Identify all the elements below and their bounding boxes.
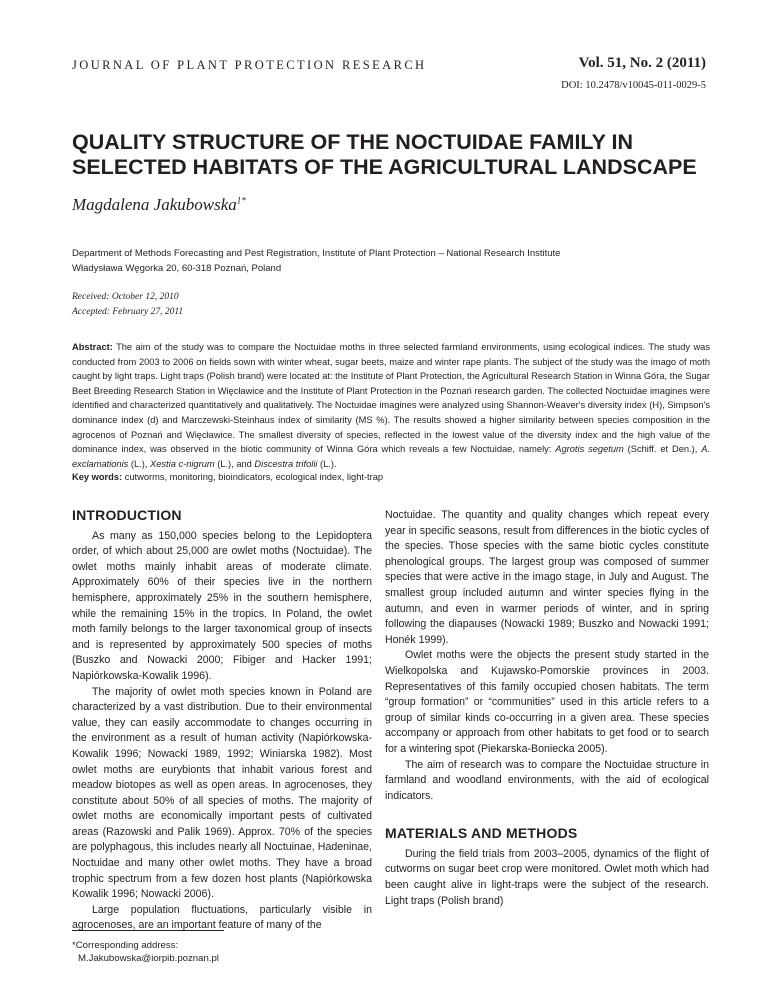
species-name: Xestia c-nigrum (150, 458, 215, 469)
species-name: Discestra trifolii (254, 458, 318, 469)
left-column (72, 508, 372, 934)
paragraph: During the field trials from 2003–2005, dynamics of the flight of cutworms on sugar beet crop were monitored. Owlet moth which had been caught alive in light-traps were the subject of the research. Light traps (Polish brand) (385, 847, 709, 907)
paragraph: As many as 150,000 species belong to the Lepidoptera order, of which about 25,000 are owlet moths (Noctuidae). The owlet moths mainly inhabit areas of moderate climate. Approximately 60% of their species live in the northern hemisphere, approximately 25% in the southern hemisphere, while the remaining 15% in the tropics. In Poland, the owlet moth family belongs to the larger taxonomical group of insects and is represented by approximately 500 species of moths (Buszko and Nowacki 2000; Fibiger and Hacker 1991; Napiórkowska-Kowalik 1996). (72, 529, 372, 682)
keywords-label: Key words: (72, 472, 123, 482)
abstract-text: (L.), (128, 458, 151, 469)
species-name: Agrotis segetum (555, 444, 624, 455)
abstract-text: The aim of the study was to compare the Noctuidae moths in three selected farmland environments, using ecological indices. The study was conducted from 2003 to 2006 on fields sown with winter wheat, sugar beets, maize and winter rape plants. The subject of the study was the imago of moth caught by light traps. Light traps (Polish brand) were located at: the Institute of Plant Protection, the Agricultural Research Station in Winna Góra, the Sugar Beet Breeding Research Station in Więcławice and the Institute of Plant Protection in the Poznań research garden. The collected Noctuidae imagines were identified and characterized quantitatively and qualitatively. The Noctuidae imagines were analyzed using Shannon-Weaver's diversity index (H), Simpson's dominance index (d) and Marczewski-Steinhaus index of similarity (MS %). The results showed a higher similarity between species composition in the agrocenos of Poznań and Więcławice. The smallest diversity of species, reflected in the lowest value of the diversity index and the high value of the dominance index, was observed in the biotic community of Winna Góra which reveals a few Noctuidae, namely: (72, 342, 710, 455)
paragraph: Large population fluctuations, particularly visible in agrocenoses, are an important feature of many of the (72, 903, 372, 932)
footnote-label: *Corresponding address: (72, 940, 179, 951)
section-heading-methods: MATERIALS AND METHODS (385, 825, 578, 842)
abstract-text: (L.). (317, 458, 337, 469)
accepted-date: Accepted: February 27, 2011 (72, 307, 184, 317)
paragraph: The aim of research was to compare the Noctuidae structure in farmland and woodland environments, with the aid of ecological indicators. (385, 758, 709, 802)
footnote-divider (72, 930, 224, 931)
right-column (385, 508, 709, 909)
affiliation-line-1: Department of Methods Forecasting and Pest Registration, Institute of Plant Protection – National Research Institute (72, 248, 561, 259)
journal-name: JOURNAL OF PLANT PROTECTION RESEARCH (72, 58, 427, 72)
volume-issue: Vol. 51, No. 2 (2011) (578, 55, 706, 71)
author-name: Magdalena Jakubowska (72, 195, 237, 214)
doi: DOI: 10.2478/v10045-011-0029-5 (561, 80, 706, 91)
affiliation-line-2: Władysława Węgorka 20, 60-318 Poznań, Poland (72, 262, 282, 274)
affiliation (72, 247, 712, 276)
keywords (72, 472, 710, 482)
abstract-text: (L.), and (214, 458, 255, 469)
species-name: A. exclamationis (72, 444, 710, 469)
keywords-text: cutworms, monitoring, bioindicators, ecological index, light-trap (122, 472, 384, 482)
article-title: QUALITY STRUCTURE OF THE NOCTUIDAE FAMILY IN SELECTED HABITATS OF THE AGRICULTURAL LANDSCAPE (72, 130, 697, 179)
author (72, 195, 246, 215)
received-date: Received: October 12, 2010 (72, 292, 179, 302)
section-heading-introduction: INTRODUCTION (72, 507, 182, 523)
author-marks: 1* (236, 195, 246, 206)
paragraph: Noctuidae. The quantity and quality changes which repeat every year in specific seasons, result from differences in the biotic cycles of the species. Those species with the same biotic cycles constitute phenological groups. The largest group was composed of summer species that were active in the imago stage, in July and August. The smallest group included autumn and winter species flying in the autumn, and even in warmer periods of winter, and in spring following the diapauses (Nowacki 1989; Buszko and Nowacki 1991; Honék 1999). (385, 509, 709, 646)
paragraph: The majority of owlet moth species known in Poland are characterized by a vast distribution. Due to their environmental value, they can easily accommodate to changes occurring in the environment as a result of human activity (Napiórkowska-Kowalik 1996; Nowacki 1989, 1992; Winiarska 1982). Most owlet moths are eurybionts that inhabit various forest and meadow biotopes as well as open areas. In agrocenoses, they constitute about 50% of all species of moths. The majority of owlet moths are economically important pests of cultivated areas (Razowski and Palik 1969). Approx. 70% of the species are polyphagous, this includes nearly all Noctuinae, Hadeninae, Noctuidae and many other owlet moths. They have a broad trophic spectrum from a few dozen host plants (Napiórkowska Kowalik 1996; Nowacki 2006). (72, 685, 372, 901)
abstract-text: (Schiff. et Den.), (623, 444, 702, 455)
paragraph: Owlet moths were the objects the present study started in the Wielkopolska and Kujawsko-Pomorskie provinces in 2003. Representatives of this family occupied chosen habitats. The term “group formation” or “communities” used in this article refers to a group of similar kinds co-occurring in a given area. These species accompany or approach from other habitats to get food or to search for a wintering spot (Piekarska-Boniecka 2005). (385, 649, 709, 755)
footnote (72, 939, 219, 965)
article-dates (72, 290, 183, 320)
footnote-email: M.Jakubowska@iorpib.poznan.pl (78, 953, 219, 964)
abstract-label: Abstract: (72, 342, 113, 352)
abstract (72, 340, 710, 471)
